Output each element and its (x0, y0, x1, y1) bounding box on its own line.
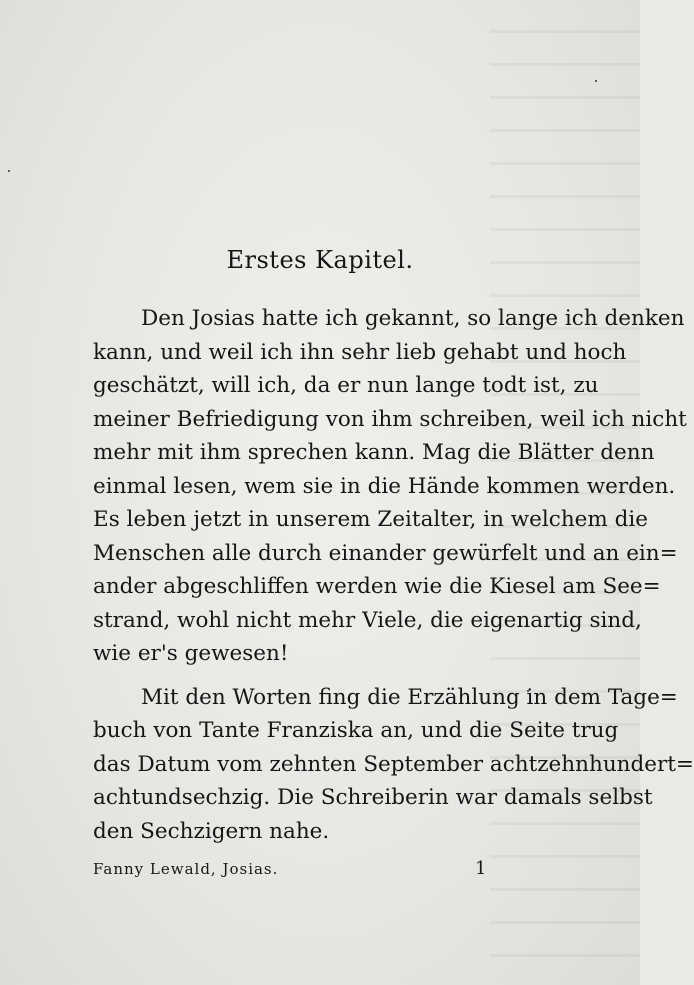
text-line: geschätzt, will ich, da er nun lange todt ist, zu (93, 373, 599, 398)
text-line: ander abgeschliffen werden wie die Kiesel am See= (93, 574, 661, 599)
page-number: 1 (475, 858, 487, 879)
paragraph-1 (93, 302, 687, 671)
paper-speck (8, 170, 10, 172)
text-line: strand, wohl nicht mehr Viele, die eigenartig sind, (93, 607, 642, 633)
text-line: das Datum vom zehnten September achtzehnhundert= (93, 751, 694, 777)
chapter-title: Erstes Kapitel. (226, 246, 414, 274)
text-line: kann, und weil ich ihn sehr lieb gehabt und hoch (93, 339, 627, 365)
paper-speck (595, 80, 597, 82)
text-line: Es leben jetzt in unserem Zeitalter, in welchem die (93, 507, 648, 532)
footer-author-title: Fanny Lewald, Josias. (93, 860, 279, 878)
text-line: mehr mit ihm sprechen kann. Mag die Blätter denn (93, 440, 655, 465)
text-line: achtundsechzig. Die Schreiberin war damals selbst (93, 785, 653, 810)
text-line: buch von Tante Franziska an, und die Seite trug (93, 718, 619, 743)
text-line: Menschen alle durch einander gewürfelt und an ein= (93, 540, 678, 566)
paragraph-2 (93, 681, 694, 849)
text-line: Den Josias hatte ich gekannt, so lange ich denken (141, 306, 685, 331)
text-line: wie er's gewesen! (93, 641, 289, 666)
text-line: meiner Befriedigung von ihm schreiben, weil ich nicht (93, 406, 687, 432)
text-line: einmal lesen, wem sie in die Hände kommen werden. (93, 473, 676, 499)
body-text (93, 302, 694, 848)
paragraph-gap (93, 671, 563, 681)
text-line: den Sechzigern nahe. (93, 818, 330, 844)
text-line: Mit den Worten fing die Erzählung in dem Tage= (141, 684, 678, 710)
